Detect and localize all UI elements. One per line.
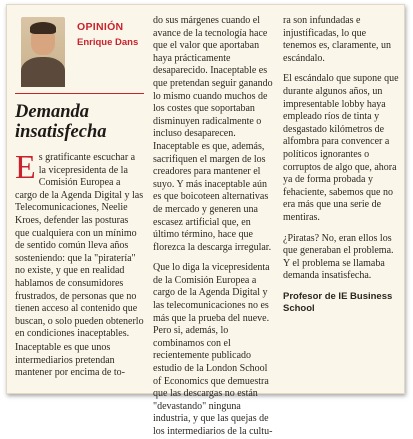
article-paragraph: do sus márgenes cuando el avance de la tecnología hace que el valor que aportaban haya prácticamente desaparecido. Inaceptable es que pretendan seguir ganando lo mismo cuando muchos de los costes que soportaban disminuyen radicalmente o incluso desaparecen. Inaceptable es que, además, sacrifiquen el margen de los creadores para mantener el suyo. Y más inaceptable aún es que boicoteen alternativas de mercado y generen una escasez artificial que, en último término, hace que florezca la descarga irregular. <box>153 15 273 253</box>
drop-cap: E <box>15 149 36 186</box>
column-1 <box>15 15 144 380</box>
author-header <box>15 15 144 93</box>
article-paragraph: El escándalo que supone que durante algunos años, un impresentable lobby haya empleado ríos de tinta y desgastado kilómetros de alfombra para convencer a políticos ignorantes o corruptos de algo que, ahora ya de forma probada y fehaciente, sabemos que no era más que una serie de mentiras. <box>283 73 399 223</box>
headline: Demanda insatisfecha <box>15 102 107 142</box>
article-paragraph: Es gratificante escuchar a la vicepresidenta de la Comisión Europea a cargo de la Agenda Digital y las Telecomunicaciones, Neelie Kroes, defender las posturas que cualquiera con un mínimo de sentido común lleva años sosteniendo: que la "piratería" no existe, y que en realidad hablamos de consumidores frustrados, de personas que no tienen acceso al contenido que buscan, o solo pueden obtenerlo en condiciones inaceptables. <box>15 149 144 340</box>
author-signature: Profesor de IE Business School <box>283 290 393 314</box>
section-label: OPINIÓN <box>77 21 124 33</box>
author-name: Enrique Dans <box>77 37 139 48</box>
newspaper-clipping <box>6 4 405 437</box>
column-3 <box>283 15 399 315</box>
article-paragraph: ¿Piratas? No, eran ellos los que generaban el problema. Y el problema se llamaba demanda insatisfecha. <box>283 232 394 282</box>
article-paragraph: Inaceptable es que unos intermediarios pretendan mantener por encima de to- <box>15 341 125 379</box>
header-rule <box>15 93 144 94</box>
article-paragraph: Que lo diga la vicepresidenta de la Comisión Europea a cargo de la Agenda Digital y las telecomunicaciones no es más que la prueba del nueve. Pero si, además, lo combinamos con el recientemente publicado estudio de la London School of Economics que demuestra que las descargas no están "devastando" ninguna industria, y que las quejas de los intermediarios de la cultu- <box>153 262 273 437</box>
author-photo <box>21 17 65 85</box>
article-paragraph: ra son infundadas e injustificadas, lo que tenemos es, claramente, un escándalo. <box>283 15 392 64</box>
column-2 <box>153 15 277 439</box>
